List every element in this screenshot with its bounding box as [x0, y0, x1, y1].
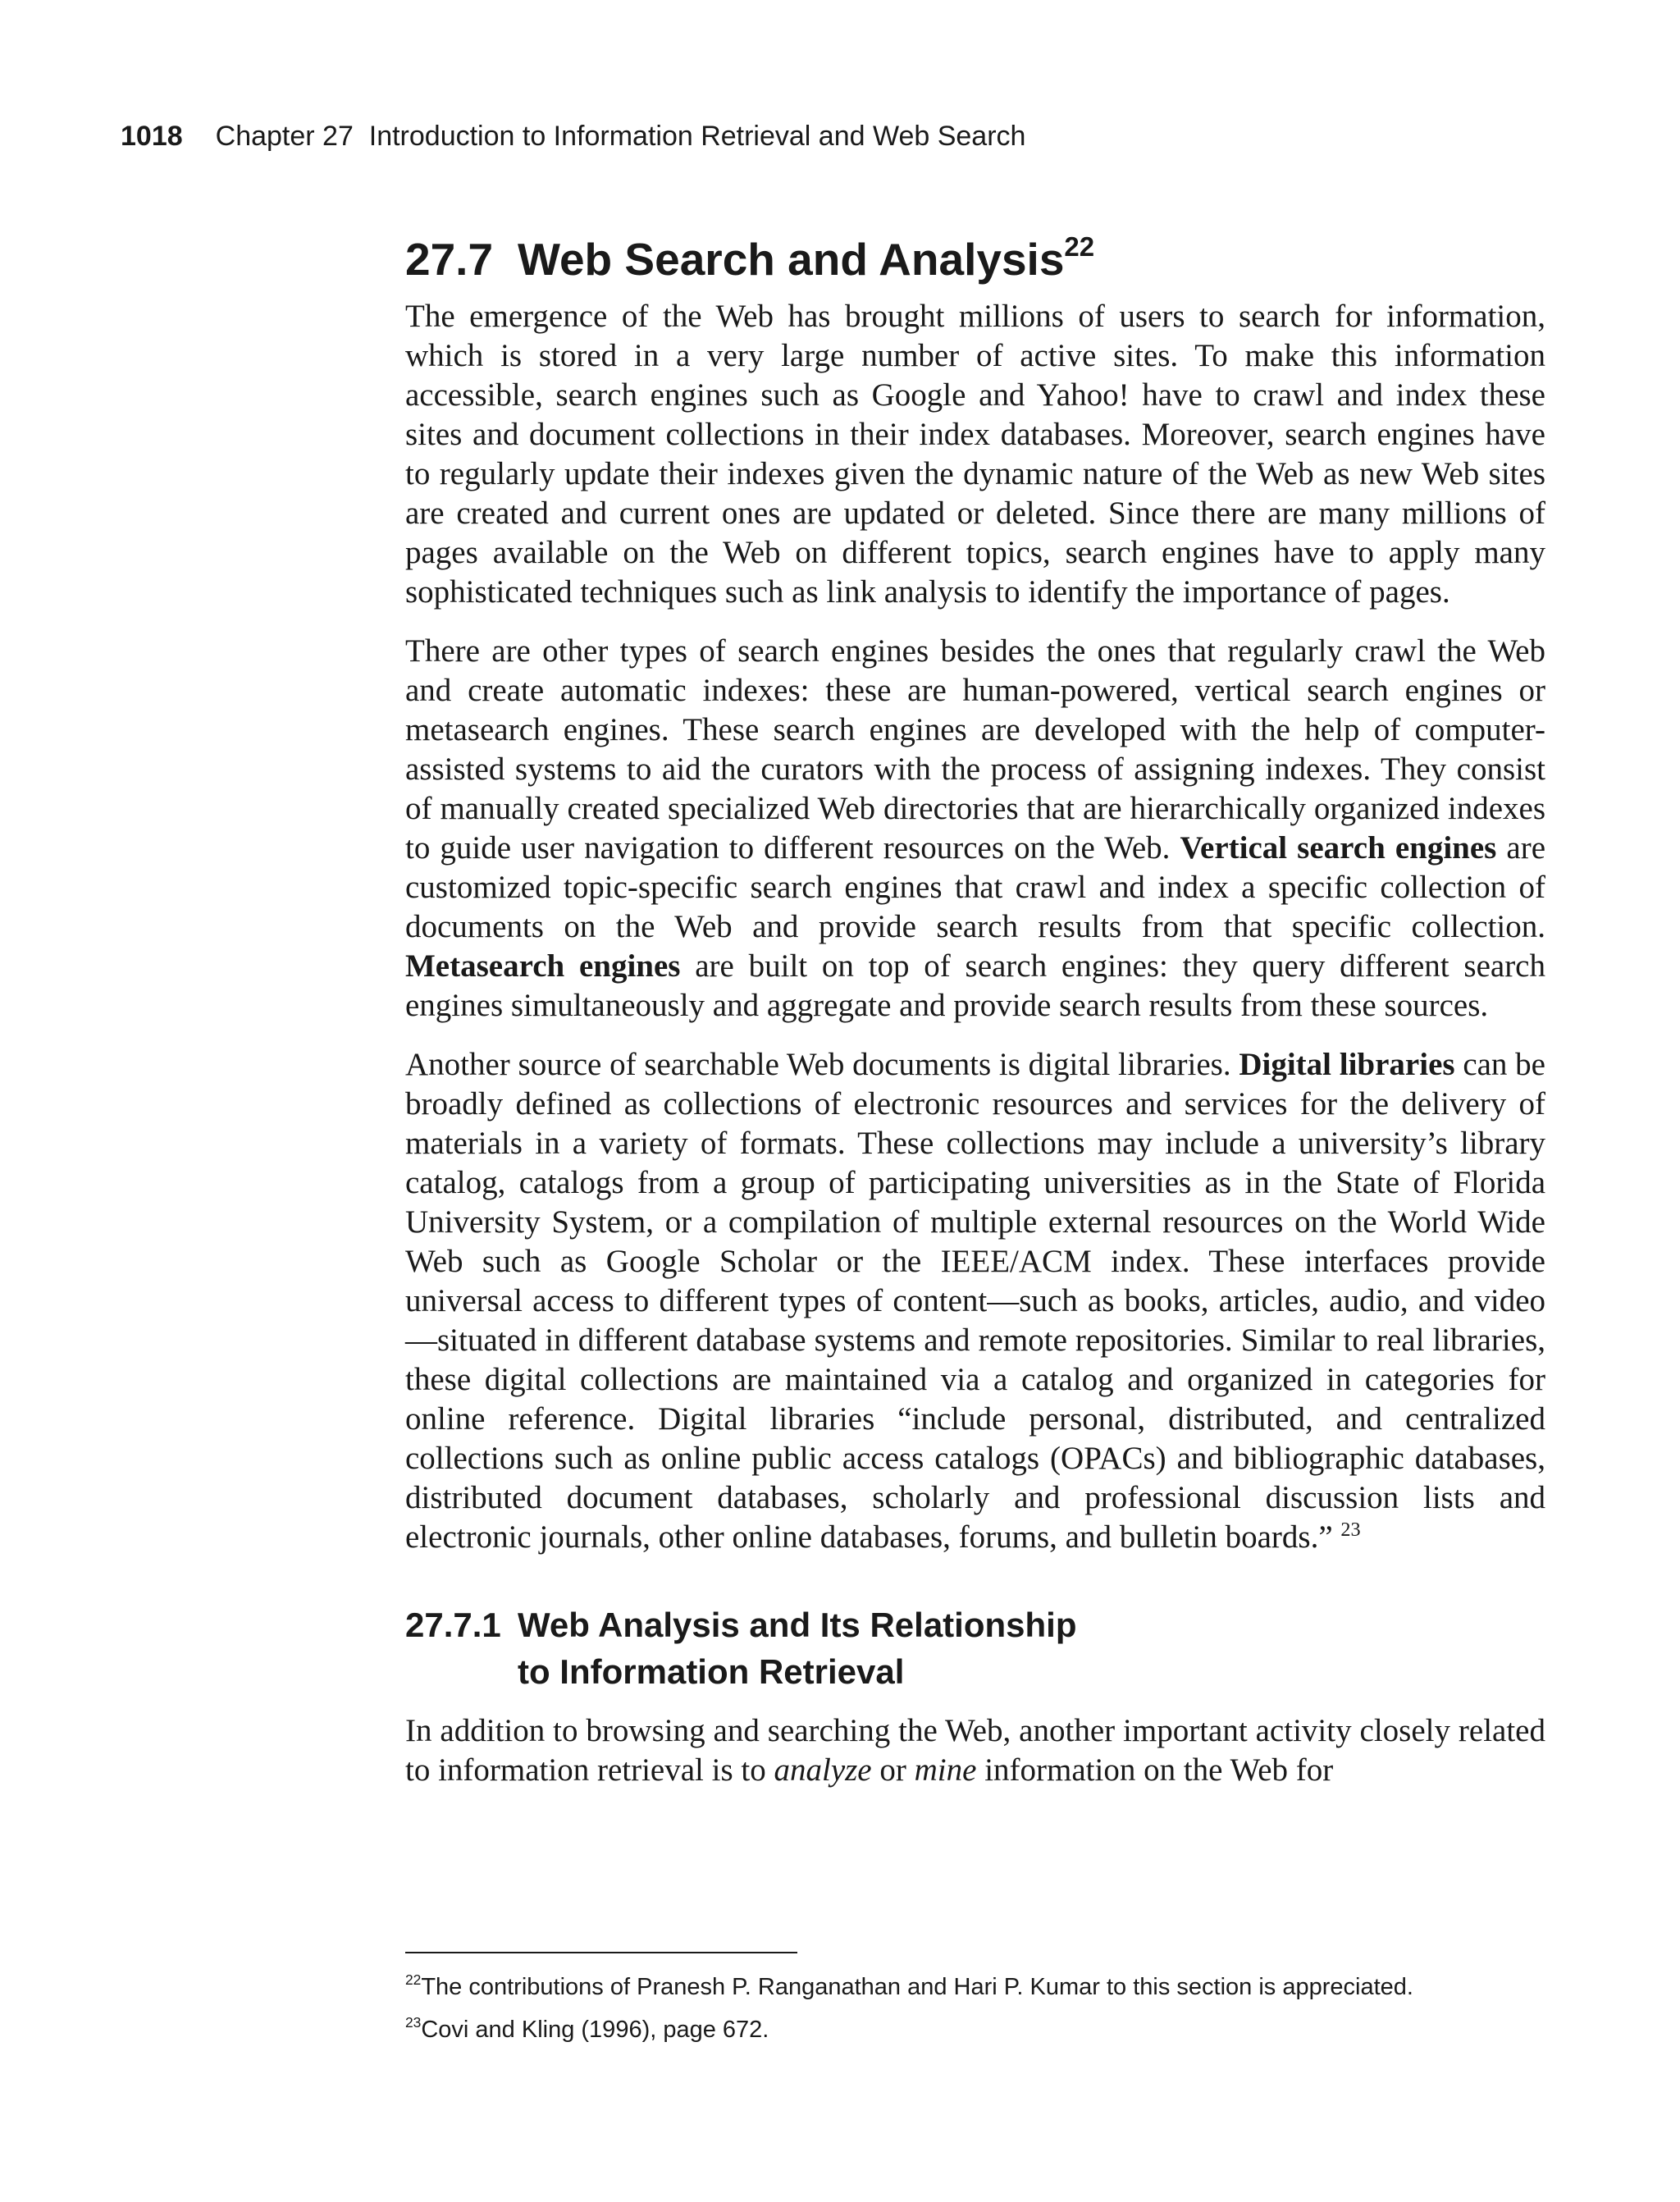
section-title: Web Search and Analysis [518, 234, 1065, 285]
footnote-rule [405, 1952, 797, 1953]
paragraph-3-text-b: can be broadly defined as collections of electronic resources and services for the delivery of materials in a variety of formats. These collections may include a university’s library catalog, catalogs from a group of participating universities as in the State of Florida University System, or a compilation of multiple external resources on the World Wide Web such as Google Scholar or the IEEE/ACM index. These interfaces provide universal access to different types of content—such as books, articles, audio, and video—situated in different database systems and remote repositories. Similar to real libraries, these digital collections are maintained via a catalog and organized in categories for online reference. Digital libraries “include personal, distributed, and centralized collections such as online public access catalogs (OPACs) and bibliographic databases, distributed document databases, scholarly and professional discussion lists and electronic journals, other online databases, forums, and bulletin boards.” [405, 1047, 1545, 1555]
paragraph-3 [405, 1045, 1545, 1557]
chapter-title: Chapter 27 Introduction to Information Retrieval and Web Search [215, 121, 1026, 152]
term-metasearch-engines: Metasearch engines [405, 948, 681, 984]
paragraph-4 [405, 1711, 1545, 1790]
footnote-23-text: Covi and Kling (1996), page 672. [421, 2017, 769, 2043]
page-number: 1018 [121, 121, 183, 152]
footnote-22-text: The contributions of Pranesh P. Ranganathan and Hari P. Kumar to this section is appreciated. [421, 1974, 1413, 2000]
term-digital-libraries: Digital libraries [1239, 1047, 1455, 1082]
emphasis-analyze: analyze [774, 1752, 872, 1788]
paragraph-4-text-c: information on the Web for [976, 1752, 1334, 1788]
paragraph-2-text-c: are built on top of search engines: they query different search engines simultaneously and aggregate and provide search results from these sources. [405, 948, 1545, 1023]
subsection-title-line-1: Web Analysis and Its Relationship [518, 1606, 1077, 1644]
paragraph-2 [405, 632, 1545, 1026]
paragraph-3-text-a: Another source of searchable Web documents is digital libraries. [405, 1047, 1239, 1082]
footnote-23 [405, 2013, 1595, 2046]
section-heading [405, 226, 1545, 292]
paragraph-2-text-b: are customized topic-specific search engines that crawl and index a specific collection of documents on the Web and provide search results from that specific collection. [405, 830, 1546, 944]
subsection-title [518, 1601, 1076, 1695]
page-body [405, 226, 1545, 1810]
footnote-22-mark: 22 [405, 1971, 422, 1988]
emphasis-mine: mine [914, 1752, 977, 1788]
footnote-22 [405, 1971, 1595, 2003]
paragraph-4-text-b: or [871, 1752, 915, 1788]
running-head [121, 115, 1597, 158]
footnote-23-mark: 23 [405, 2013, 422, 2031]
section-number: 27.7 [405, 234, 494, 285]
paragraph-1: The emergence of the Web has brought millions of users to search for information, which is stored in a very large number of active sites. To make this information accessible, search engines such as Google and Yahoo! have to crawl and index these sites and document collections in their index databases. Moreover, search engines have to regularly update their indexes given the dynamic nature of the Web as new Web sites are created and current ones are updated or deleted. Since there are many millions of pages available on the Web on different topics, search engines have to apply many sophisticated techniques such as link analysis to identify the importance of pages. [405, 299, 1545, 610]
subsection-heading [405, 1601, 1545, 1695]
subsection-title-line-2: to Information Retrieval [518, 1652, 905, 1691]
paragraph-2-text-a: There are other types of search engines besides the ones that regularly crawl the Web and create automatic indexes: these are human-powered, vertical search engines or metasearch engines. These search engines are developed with the help of computer-assisted systems to aid the curators with the process of assigning indexes. They consist of manually created specialized Web directories that are hierarchically organized indexes to guide user navigation to different resources on the Web. [405, 633, 1545, 866]
term-vertical-search-engines: Vertical search engines [1180, 830, 1497, 866]
footnote-ref-23[interactable]: 23 [1340, 1518, 1361, 1541]
paragraph-4-text-a: In addition to browsing and searching the Web, another important activity closely related to information retrieval is to [405, 1713, 1545, 1788]
subsection-number: 27.7.1 [405, 1606, 501, 1644]
footnote-ref-22[interactable]: 22 [1064, 231, 1095, 262]
